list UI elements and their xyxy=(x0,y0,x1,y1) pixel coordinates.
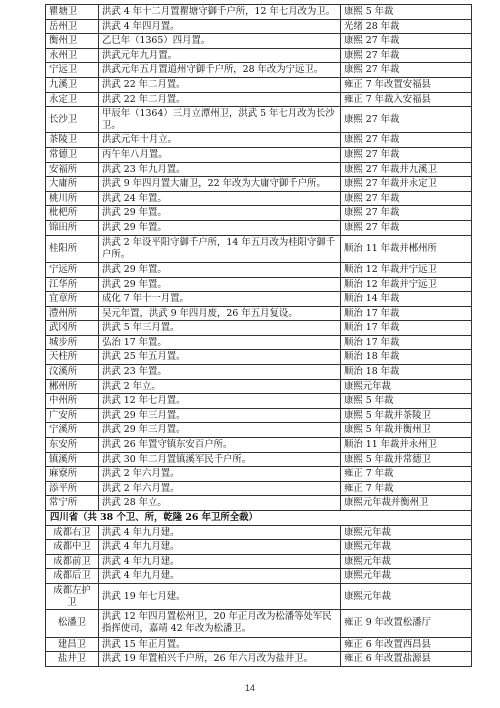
establishment-cell: 洪武 4 年十二月置瞿塘守御千户所，12 年七月改为卫。 xyxy=(99,5,341,20)
table-row xyxy=(46,107,472,133)
garrison-name-cell: 茶陵卫 xyxy=(46,133,99,148)
garrison-name-cell: 添平所 xyxy=(46,481,99,496)
establishment-cell: 洪武 29 年置。 xyxy=(99,277,341,292)
establishment-cell: 洪武 29 年置。 xyxy=(99,220,341,235)
garrison-name-cell: 永州卫 xyxy=(46,48,99,63)
table-row xyxy=(46,452,472,467)
abolition-cell: 康熙元年裁 xyxy=(341,540,472,555)
garrison-name-cell: 成都后卫 xyxy=(46,569,99,584)
table-row xyxy=(46,34,472,49)
abolition-cell: 康熙元年裁 xyxy=(341,583,472,609)
establishment-cell: 成化 7 年十一月置。 xyxy=(99,292,341,307)
table-row xyxy=(46,637,472,652)
establishment-cell: 洪武 2 年设平阳守御千户所，14 年五月改为桂阳守御千户所。 xyxy=(99,235,341,262)
establishment-cell: 洪武 22 年二月置。 xyxy=(99,77,341,92)
table-row xyxy=(46,496,472,511)
table-row xyxy=(46,423,472,438)
table-row xyxy=(46,408,472,423)
establishment-cell: 洪武 23 年九月置。 xyxy=(99,162,341,177)
table-row xyxy=(46,162,472,177)
establishment-cell: 洪武 4 年九月建。 xyxy=(99,525,341,540)
abolition-cell: 康熙 27 年裁 xyxy=(341,48,472,63)
abolition-cell: 康熙 27 年裁 xyxy=(341,107,472,133)
garrison-name-cell: 瞿塘卫 xyxy=(46,5,99,20)
establishment-cell: 弘治 17 年置。 xyxy=(99,335,341,350)
garrison-name-cell: 汶溪所 xyxy=(46,365,99,380)
establishment-cell: 洪武 19 年七月建。 xyxy=(99,583,341,609)
establishment-cell: 洪武 5 年三月置。 xyxy=(99,321,341,336)
page-number: 14 xyxy=(244,683,255,693)
table-row xyxy=(46,610,472,637)
garrison-name-cell: 九溪卫 xyxy=(46,77,99,92)
table-row xyxy=(46,335,472,350)
table-row xyxy=(46,306,472,321)
garrison-name-cell: 常宁所 xyxy=(46,496,99,511)
section-header: 四川省（共 38 个卫、所，乾隆 26 年卫所全裁） xyxy=(46,511,472,526)
table-row xyxy=(46,147,472,162)
establishment-cell: 洪武 4 年四月置。 xyxy=(99,19,341,34)
abolition-cell: 康熙 27 年裁并永定卫 xyxy=(341,177,472,192)
table-row xyxy=(46,438,472,453)
establishment-cell: 洪武 29 年三月置。 xyxy=(99,408,341,423)
table-row xyxy=(46,554,472,569)
garrison-name-cell: 松潘卫 xyxy=(46,610,99,637)
abolition-cell: 顺治 18 年裁 xyxy=(341,365,472,380)
garrison-name-cell: 成都右卫 xyxy=(46,525,99,540)
table-row xyxy=(46,48,472,63)
garrison-name-cell: 宁远卫 xyxy=(46,63,99,78)
table-row xyxy=(46,206,472,221)
abolition-cell: 顺治 18 年裁 xyxy=(341,350,472,365)
garrison-name-cell: 江华所 xyxy=(46,277,99,292)
table-row xyxy=(46,235,472,262)
garrison-name-cell: 岳州卫 xyxy=(46,19,99,34)
table-row xyxy=(46,262,472,277)
establishment-cell: 洪武 25 年五月置。 xyxy=(99,350,341,365)
garrison-name-cell: 东安所 xyxy=(46,438,99,453)
garrison-name-cell: 长沙卫 xyxy=(46,107,99,133)
establishment-cell: 洪武 15 年正月置。 xyxy=(99,637,341,652)
abolition-cell: 雍正 7 年改置安福县 xyxy=(341,77,472,92)
establishment-cell: 洪武 22 年二月置。 xyxy=(99,92,341,107)
table-row xyxy=(46,540,472,555)
garrison-name-cell: 成都中卫 xyxy=(46,540,99,555)
abolition-cell: 顺治 17 年裁 xyxy=(341,306,472,321)
abolition-cell: 康熙 5 年裁并茶陵卫 xyxy=(341,408,472,423)
table-row xyxy=(46,92,472,107)
abolition-cell: 康熙 27 年裁 xyxy=(341,133,472,148)
establishment-cell: 洪武 12 年四月置松州卫，20 年正月改为松潘等处军民指挥使司，嘉靖 42 年改为松潘卫。 xyxy=(99,610,341,637)
garrison-name-cell: 麻寮所 xyxy=(46,467,99,482)
abolition-cell: 康熙 27 年裁 xyxy=(341,63,472,78)
garrison-name-cell: 成都左护卫 xyxy=(46,583,99,609)
garrison-name-cell: 澧州所 xyxy=(46,306,99,321)
establishment-cell: 乙巳年（1365）四月置。 xyxy=(99,34,341,49)
abolition-cell: 雍正 6 年改置盐源县 xyxy=(341,652,472,667)
abolition-cell: 顺治 11 年裁并郴州所 xyxy=(341,235,472,262)
abolition-cell: 康熙元年裁并衡州卫 xyxy=(341,496,472,511)
garrison-name-cell: 锦田所 xyxy=(46,220,99,235)
abolition-cell: 康熙元年裁 xyxy=(341,525,472,540)
abolition-cell: 顺治 17 年裁 xyxy=(341,321,472,336)
garrison-name-cell: 安福所 xyxy=(46,162,99,177)
garrison-name-cell: 城步所 xyxy=(46,335,99,350)
garrison-name-cell: 宁溪所 xyxy=(46,423,99,438)
table-row xyxy=(46,652,472,667)
garrison-name-cell: 中州所 xyxy=(46,394,99,409)
establishment-cell: 洪武 28 年立。 xyxy=(99,496,341,511)
table-row xyxy=(46,569,472,584)
establishment-cell: 洪武 29 年置。 xyxy=(99,262,341,277)
abolition-cell: 顺治 14 年裁 xyxy=(341,292,472,307)
garrison-name-cell: 大庸所 xyxy=(46,177,99,192)
table-row xyxy=(46,177,472,192)
abolition-cell: 康熙 5 年裁并衡州卫 xyxy=(341,423,472,438)
table-row xyxy=(46,77,472,92)
establishment-cell: 洪武 2 年六月置。 xyxy=(99,481,341,496)
garrison-name-cell: 桃川所 xyxy=(46,191,99,206)
establishment-cell: 洪武 24 年置。 xyxy=(99,191,341,206)
table-row xyxy=(46,394,472,409)
table-row xyxy=(46,525,472,540)
abolition-cell: 康熙 27 年裁 xyxy=(341,147,472,162)
table-row xyxy=(46,350,472,365)
abolition-cell: 雍正 7 年裁 xyxy=(341,467,472,482)
establishment-cell: 洪武 26 年置守镇东安百户所。 xyxy=(99,438,341,453)
establishment-cell: 洪武 30 年二月置镇溪军民千户所。 xyxy=(99,452,341,467)
table-row xyxy=(46,19,472,34)
table-row xyxy=(46,292,472,307)
table-row xyxy=(46,379,472,394)
establishment-cell: 洪武元年十月立。 xyxy=(99,133,341,148)
establishment-cell: 洪武 19 年置柏兴千户所，26 年六月改为盐井卫。 xyxy=(99,652,341,667)
garrison-name-cell: 天柱所 xyxy=(46,350,99,365)
abolition-cell: 康熙 27 年裁 xyxy=(341,34,472,49)
abolition-cell: 雍正 7 年裁入安福县 xyxy=(341,92,472,107)
establishment-cell: 洪武 29 年置。 xyxy=(99,206,341,221)
table-row xyxy=(46,467,472,482)
establishment-cell: 甲辰年（1364）三月立潭州卫，洪武 5 年七月改为长沙卫。 xyxy=(99,107,341,133)
establishment-cell: 洪武 23 年置。 xyxy=(99,365,341,380)
garrison-name-cell: 桂阳所 xyxy=(46,235,99,262)
abolition-cell: 康熙元年裁 xyxy=(341,554,472,569)
abolition-cell: 康熙元年裁 xyxy=(341,569,472,584)
establishment-cell: 吴元年置，洪武 9 年四月废，26 年五月复设。 xyxy=(99,306,341,321)
table-row xyxy=(46,5,472,20)
garrison-name-cell: 盐井卫 xyxy=(46,652,99,667)
garrison-name-cell: 广安所 xyxy=(46,408,99,423)
establishment-cell: 洪武 9 年四月置大庸卫，22 年改为大庸守御千户所。 xyxy=(99,177,341,192)
abolition-cell: 康熙 27 年裁并九溪卫 xyxy=(341,162,472,177)
abolition-cell: 康熙 27 年裁 xyxy=(341,191,472,206)
abolition-cell: 康熙 27 年裁 xyxy=(341,220,472,235)
abolition-cell: 康熙 5 年裁 xyxy=(341,5,472,20)
table-row xyxy=(46,63,472,78)
garrison-name-cell: 宁远所 xyxy=(46,262,99,277)
establishment-cell: 洪武 12 年七月置。 xyxy=(99,394,341,409)
abolition-cell: 康熙元年裁 xyxy=(341,379,472,394)
table-row xyxy=(46,321,472,336)
abolition-cell: 康熙 27 年裁 xyxy=(341,206,472,221)
abolition-cell: 雍正 6 年改置西昌县 xyxy=(341,637,472,652)
garrison-name-cell: 永定卫 xyxy=(46,92,99,107)
table-row xyxy=(46,481,472,496)
garrison-name-cell: 宜章所 xyxy=(46,292,99,307)
table-row xyxy=(46,191,472,206)
establishment-cell: 洪武 2 年六月置。 xyxy=(99,467,341,482)
garrison-name-cell: 衡州卫 xyxy=(46,34,99,49)
establishment-cell: 丙午年八月置。 xyxy=(99,147,341,162)
garrison-name-cell: 武冈所 xyxy=(46,321,99,336)
establishment-cell: 洪武 4 年九月建。 xyxy=(99,554,341,569)
table-row xyxy=(46,277,472,292)
abolition-cell: 康熙 5 年裁并常德卫 xyxy=(341,452,472,467)
garrison-name-cell: 建昌卫 xyxy=(46,637,99,652)
establishment-cell: 洪武元年九月置。 xyxy=(99,48,341,63)
abolition-cell: 光绪 28 年裁 xyxy=(341,19,472,34)
garrison-name-cell: 镇溪所 xyxy=(46,452,99,467)
establishment-cell: 洪武 4 年九月建。 xyxy=(99,540,341,555)
table-row xyxy=(46,365,472,380)
abolition-cell: 顺治 11 年裁并永州卫 xyxy=(341,438,472,453)
establishment-cell: 洪武 29 年三月置。 xyxy=(99,423,341,438)
garrison-name-cell: 常德卫 xyxy=(46,147,99,162)
establishment-cell: 洪武元年五月置道州守御千户所，28 年改为宁远卫。 xyxy=(99,63,341,78)
abolition-cell: 雍正 7 年裁 xyxy=(341,481,472,496)
establishment-cell: 洪武 2 年立。 xyxy=(99,379,341,394)
garrison-name-cell: 成都前卫 xyxy=(46,554,99,569)
establishment-cell: 洪武 4 年九月建。 xyxy=(99,569,341,584)
abolition-cell: 顺治 17 年裁 xyxy=(341,335,472,350)
garrison-table xyxy=(45,4,472,667)
abolition-cell: 雍正 9 年改置松潘厅 xyxy=(341,610,472,637)
abolition-cell: 顺治 12 年裁并宁远卫 xyxy=(341,277,472,292)
table-row xyxy=(46,583,472,609)
table-row xyxy=(46,133,472,148)
section-header-row xyxy=(46,511,472,526)
garrison-name-cell: 郴州所 xyxy=(46,379,99,394)
abolition-cell: 康熙 5 年裁 xyxy=(341,394,472,409)
abolition-cell: 顺治 12 年裁并宁远卫 xyxy=(341,262,472,277)
table-row xyxy=(46,220,472,235)
garrison-name-cell: 枇杷所 xyxy=(46,206,99,221)
